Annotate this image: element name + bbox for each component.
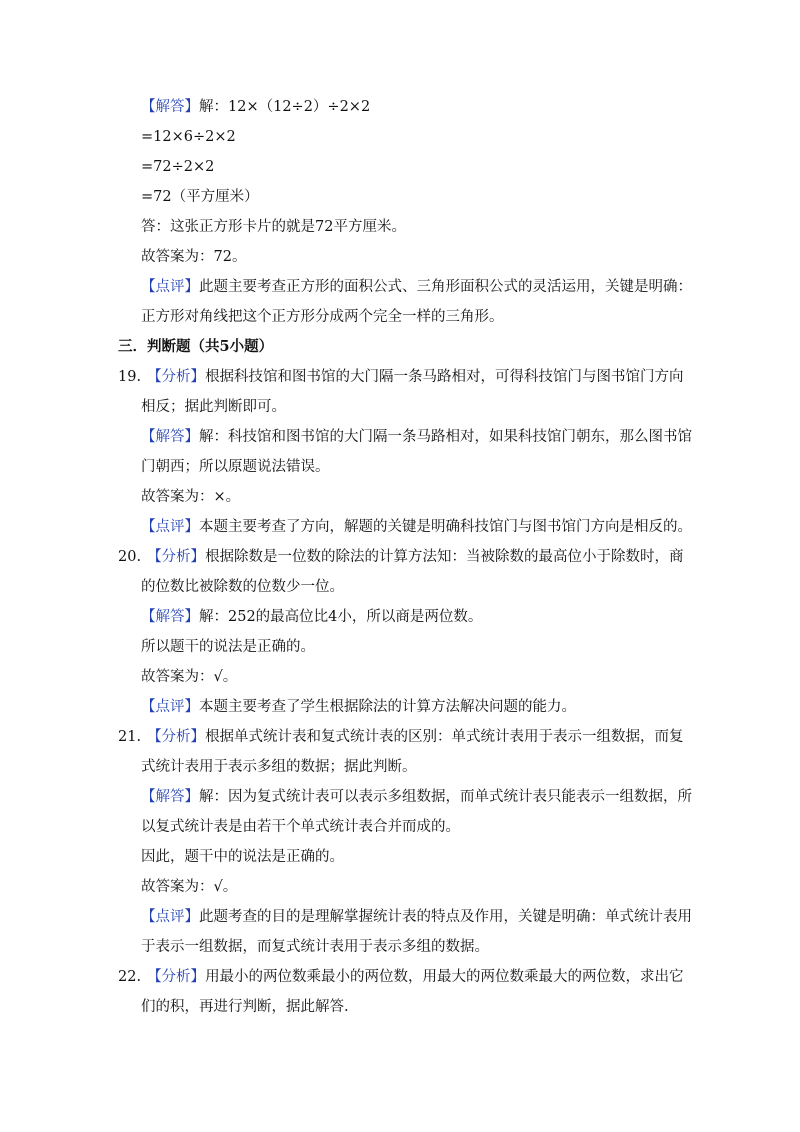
- question-20-analysis: [118, 547, 684, 567]
- answer-tag: 【解答】: [141, 789, 199, 805]
- calc-step-text: =12×6÷2×2: [141, 129, 236, 145]
- answer-tag: 【解答】: [141, 99, 199, 115]
- analysis-continuation: 相反；据此判断即可。: [141, 399, 286, 415]
- question-number: 22.: [118, 969, 142, 985]
- analysis-text: 根据科技馆和图书馆的大门隔一条马路相对，可得科技馆门与图书馆门方向: [205, 369, 684, 385]
- answer-text: 解：12×（12÷2）÷2×2: [199, 99, 371, 115]
- question-22-analysis: [118, 967, 684, 987]
- comment-text: 本题主要考查了方向，解题的关键是明确科技馆门与图书馆门方向是相反的。: [199, 519, 692, 535]
- question-19-analysis: [118, 367, 684, 387]
- comment-text: 此题考查的目的是理解掌握统计表的特点及作用，关键是明确：单式统计表用: [199, 909, 692, 925]
- question-21-comment: [141, 907, 692, 927]
- question-19-comment: [141, 517, 692, 537]
- question-20-comment: [141, 697, 576, 717]
- question-number: 20.: [118, 549, 142, 565]
- comment-text: 正方形对角线把这个正方形分成两个完全一样的三角形。: [141, 309, 504, 325]
- final-answer: 故答案为：×。: [141, 489, 241, 505]
- comment-line: [141, 277, 692, 297]
- analysis-text: 用最小的两位数乘最小的两位数，用最大的两位数乘最大的两位数，求出它: [205, 969, 684, 985]
- calc-step-line: [141, 157, 214, 177]
- analysis-continuation: 的位数比被除数的位数少一位。: [141, 579, 344, 595]
- answer-tag: 【解答】: [141, 609, 199, 625]
- comment-text: 此题主要考查正方形的面积公式、三角形面积公式的灵活运用，关键是明确：: [199, 279, 692, 295]
- comment-continuation: 于表示一组数据，而复式统计表用于表示多组的数据。: [141, 939, 489, 955]
- answer-line: [141, 97, 370, 117]
- analysis-text: 根据单式统计表和复式统计表的区别：单式统计表用于表示一组数据，而复: [205, 729, 684, 745]
- answer-statement: [141, 217, 406, 237]
- calc-step-line: [141, 187, 259, 207]
- final-answer-text: 故答案为：72。: [141, 249, 247, 265]
- answer-statement-text: 答：这张正方形卡片的就是72平方厘米。: [141, 219, 406, 235]
- question-20-solution: [141, 607, 482, 627]
- question-21-analysis: [118, 727, 684, 747]
- final-answer: 故答案为：√。: [141, 879, 238, 895]
- question-21-solution: [141, 787, 692, 807]
- comment-tag: 【点评】: [141, 279, 199, 295]
- analysis-text: 根据除数是一位数的除法的计算方法知：当被除数的最高位小于除数时，商: [205, 549, 684, 565]
- question-19-solution: [141, 427, 692, 447]
- answer-text: 解：科技馆和图书馆的大门隔一条马路相对，如果科技馆门朝东，那么图书馆: [199, 429, 692, 445]
- answer-continuation: 所以题干的说法是正确的。: [141, 639, 315, 655]
- answer-conclusion: 因此，题干中的说法是正确的。: [141, 849, 344, 865]
- analysis-tag: 【分析】: [147, 729, 206, 745]
- analysis-tag: 【分析】: [147, 969, 206, 985]
- question-number: 21.: [118, 729, 142, 745]
- calc-step-text: =72（平方厘米）: [141, 189, 259, 205]
- comment-tag: 【点评】: [141, 699, 199, 715]
- answer-tag: 【解答】: [141, 429, 199, 445]
- answer-continuation: 门朝西；所以原题说法错误。: [141, 459, 330, 475]
- answer-text: 解：因为复式统计表可以表示多组数据，而单式统计表只能表示一组数据，所: [199, 789, 692, 805]
- analysis-tag: 【分析】: [147, 369, 206, 385]
- answer-continuation: 以复式统计表是由若干个单式统计表合并而成的。: [141, 819, 460, 835]
- analysis-continuation: 们的积，再进行判断，据此解答.: [141, 999, 349, 1015]
- answer-text: 解：252的最高位比4小，所以商是两位数。: [199, 609, 483, 625]
- comment-continuation: [141, 307, 504, 327]
- final-answer: [141, 247, 246, 267]
- final-answer: 故答案为：√。: [141, 669, 238, 685]
- calc-step-text: =72÷2×2: [141, 159, 215, 175]
- question-number: 19.: [118, 369, 142, 385]
- comment-tag: 【点评】: [141, 519, 199, 535]
- comment-text: 本题主要考查了学生根据除法的计算方法解决问题的能力。: [199, 699, 576, 715]
- analysis-continuation: 式统计表用于表示多组的数据；据此判断。: [141, 759, 417, 775]
- calc-step-line: [141, 127, 236, 147]
- analysis-tag: 【分析】: [147, 549, 206, 565]
- comment-tag: 【点评】: [141, 909, 199, 925]
- section-title: 三．判断题（共5小题）: [118, 338, 274, 355]
